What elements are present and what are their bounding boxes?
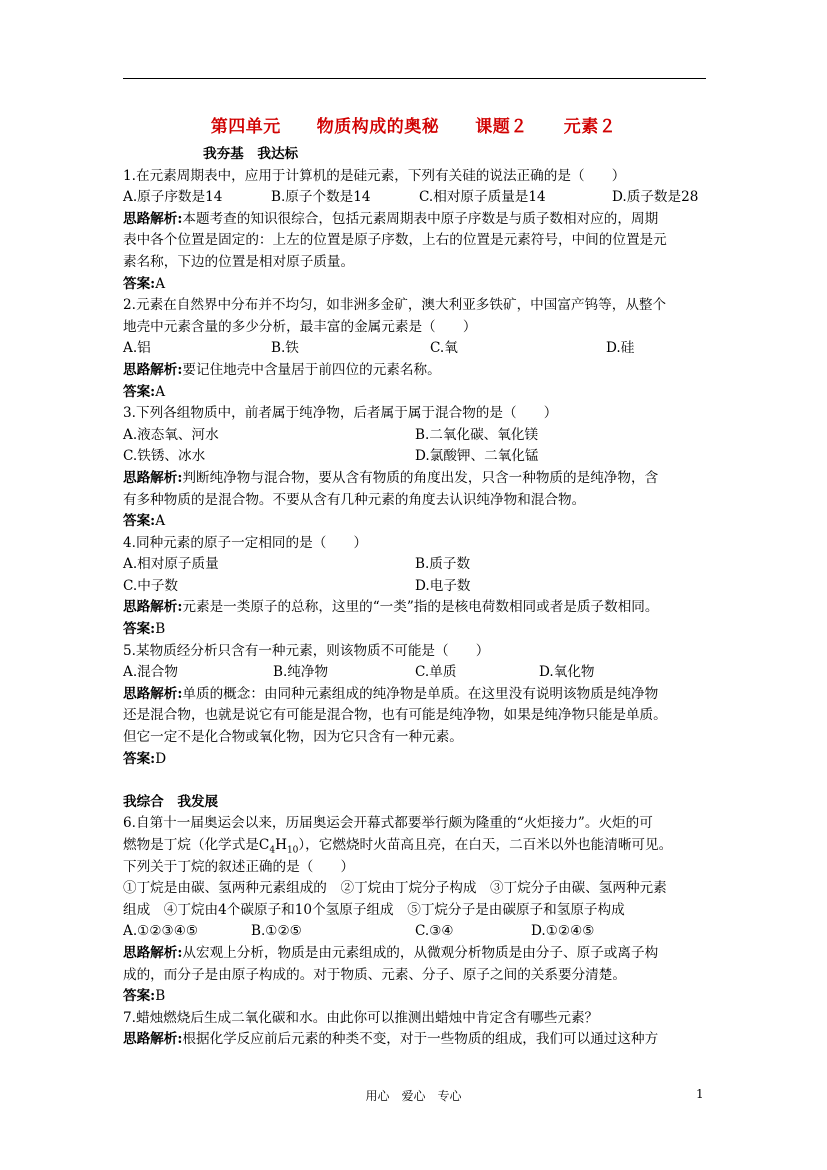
q1-analysis-line: 素名称，下边的位置是相对原子质量。 <box>123 253 355 270</box>
q6-stem-text: ），它燃烧时火苗高且亮，在白天，二百米以外也能清晰可见。 <box>298 837 673 853</box>
q6-stem-formula <box>123 835 706 857</box>
section-heading-basic: 我夯基 我达标 <box>203 146 299 162</box>
q2-analysis-line: 要记住地壳中含量居于前四位的元素名称。 <box>182 361 441 378</box>
q6-option-d: D.①②④⑤ <box>531 923 595 940</box>
q5-analysis-line: 单质的概念：由同种元素组成的纯净物是单质。在这里没有说明该物质是纯净物 <box>182 685 659 702</box>
q6-formula-h: H <box>275 837 287 853</box>
q3-analysis-label: 思路解析: <box>123 469 183 486</box>
q5-option-b: B.纯净物 <box>273 664 329 681</box>
q6-formula-sub: 10 <box>286 845 299 856</box>
q6-statements: 组成 ④丁烷由4个碳原子和10个氢原子组成 ⑤丁烷分子是由碳原子和氢原子构成 <box>123 901 625 918</box>
q3-option-a: A.液态氧、河水 <box>123 426 219 443</box>
page-number: 1 <box>696 1087 704 1101</box>
q2-stem: 2.元素在自然界中分布并不均匀，如非洲多金矿，澳大利亚多铁矿，中国富产钨等，从整个 <box>123 297 667 314</box>
q1-analysis-label: 思路解析: <box>123 210 183 227</box>
q2-option-d: D.硅 <box>606 340 635 357</box>
title-unit: 第四单元 <box>210 117 281 137</box>
q2-analysis-label: 思路解析: <box>123 361 183 378</box>
q5-analysis-line: 但它一定不是化合物或氧化物，因为它只含有一种元素。 <box>123 729 463 746</box>
q3-option-b: B.二氧化碳、氧化镁 <box>415 426 539 443</box>
q4-analysis-line: 元素是一类原子的总称，这里的“一类”指的是核电荷数相同或者是质子数相同。 <box>182 599 659 616</box>
title-element: 元素２ <box>563 117 617 137</box>
q5-options <box>123 662 706 684</box>
q6-statements: ①丁烷是由碳、氢两种元素组成的 ②丁烷由丁烷分子构成 ③丁烷分子由碳、氢两种元素 <box>123 880 667 897</box>
q5-analysis-line: 还是混合物，也就是说它有可能是混合物，也有可能是纯净物，如果是纯净物只能是单质。 <box>123 707 667 724</box>
q2-option-c: C.氧 <box>430 340 458 357</box>
q4-options-row1 <box>123 554 706 576</box>
q3-option-d: D.氯酸钾、二氧化锰 <box>415 448 539 465</box>
q4-analysis-label: 思路解析: <box>123 599 183 616</box>
q1-answer-label: 答案: <box>123 275 156 292</box>
q5-stem: 5.某物质经分析只含有一种元素，则该物质不可能是（ ） <box>123 642 490 659</box>
section-heading-advanced: 我综合 我发展 <box>123 793 219 810</box>
q7-analysis-line: 根据化学反应前后元素的种类不变，对于一些物质的组成，我们可以通过这种方 <box>182 1031 659 1048</box>
q5-answer-label: 答案: <box>123 750 156 767</box>
page-title <box>0 112 827 137</box>
q2-answer-label: 答案: <box>123 383 156 400</box>
q3-answer: A <box>155 513 166 530</box>
q5-option-a: A.混合物 <box>123 664 178 681</box>
q4-option-c: C.中子数 <box>123 577 179 594</box>
q1-option-a: A.原子序数是14 <box>123 189 223 206</box>
q3-options-row1 <box>123 425 706 447</box>
q6-option-c: C.③④ <box>415 923 454 940</box>
q6-option-a: A.①②③④⑤ <box>123 923 199 940</box>
q6-analysis-line: 成的，而分子是由原子构成的。对于物质、元素、分子、原子之间的关系要分清楚。 <box>123 966 626 983</box>
q4-option-d: D.电子数 <box>415 577 471 594</box>
q5-option-c: C.单质 <box>415 664 457 681</box>
title-lesson: 课题２ <box>475 117 528 137</box>
q5-analysis-label: 思路解析: <box>123 685 183 702</box>
q2-option-a: A.铝 <box>123 340 151 357</box>
q7-analysis-label: 思路解析: <box>123 1031 183 1048</box>
q3-option-c: C.铁锈、冰水 <box>123 448 206 465</box>
q3-analysis-line: 判断纯净物与混合物，要从含有物质的角度出发，只含一种物质的是纯净物，含 <box>182 469 659 486</box>
q3-stem: 3.下列各组物质中，前者属于纯净物，后者属于属于混合物的是（ ） <box>123 405 558 422</box>
q1-stem: 1.在元素周期表中，应用于计算机的是硅元素，下列有关硅的说法正确的是（ ） <box>123 167 626 184</box>
q6-answer: B <box>155 988 166 1005</box>
q5-option-d: D.氧化物 <box>539 664 595 681</box>
header-rule <box>123 78 706 79</box>
q6-stem: 6.自第十一届奥运会以来，历届奥运会开幕式都要举行颇为隆重的“火炬接力”。火炬的可 <box>123 815 653 832</box>
q1-analysis-line: 本题考查的知识很综合，包括元素周期表中原子序数是与质子数相对应的，周期 <box>182 210 659 227</box>
document-body <box>123 144 706 1051</box>
q3-analysis-line: 有多种物质的是混合物。不要从含有几种元素的角度去认识纯净物和混合物。 <box>123 491 586 508</box>
q1-options <box>123 187 706 209</box>
q6-options <box>123 921 706 943</box>
q3-options-row2 <box>123 446 706 468</box>
q6-analysis-label: 思路解析: <box>123 944 183 961</box>
q6-analysis-line: 从宏观上分析，物质是由元素组成的，从微观分析物质是由分子、原子或离子构 <box>182 944 659 961</box>
q4-answer-label: 答案: <box>123 621 156 638</box>
q2-options <box>123 338 706 360</box>
q3-answer-label: 答案: <box>123 513 156 530</box>
q4-option-b: B.质子数 <box>415 556 471 573</box>
q7-stem: 7.蜡烛燃烧后生成二氧化碳和水。由此你可以推测出蜡烛中肯定含有哪些元素？ <box>123 1009 599 1026</box>
q1-answer: A <box>155 275 166 292</box>
q1-option-c: C.相对原子质量是14 <box>419 189 546 206</box>
q4-options-row2 <box>123 576 706 598</box>
q6-option-b: B.①②⑤ <box>251 923 302 940</box>
q4-answer: B <box>155 621 166 638</box>
q6-stem-text: 燃物是丁烷（化学式是C <box>123 837 270 853</box>
q2-option-b: B.铁 <box>271 340 299 357</box>
q4-stem: 4.同种元素的原子一定相同的是（ ） <box>123 534 368 551</box>
title-topic: 物质构成的奥秘 <box>316 117 440 137</box>
q6-stem: 下列关于丁烷的叙述正确的是（ ） <box>123 858 355 875</box>
q1-option-d: D.质子数是28 <box>612 189 699 206</box>
q6-answer-label: 答案: <box>123 988 156 1005</box>
page-footer: 用心 爱心 专心 <box>365 1089 462 1103</box>
q2-answer: A <box>155 383 166 400</box>
q1-option-b: B.原子个数是14 <box>271 189 371 206</box>
q1-analysis-line: 表中各个位置是固定的：上左的位置是原子序数，上右的位置是元素符号，中间的位置是元 <box>123 232 667 249</box>
q6-formula-sub: 4 <box>269 845 276 856</box>
q2-stem: 地壳中元素含量的多少分析，最丰富的金属元素是（ ） <box>123 318 477 335</box>
q4-option-a: A.相对原子质量 <box>123 556 219 573</box>
q5-answer: D <box>155 750 167 767</box>
